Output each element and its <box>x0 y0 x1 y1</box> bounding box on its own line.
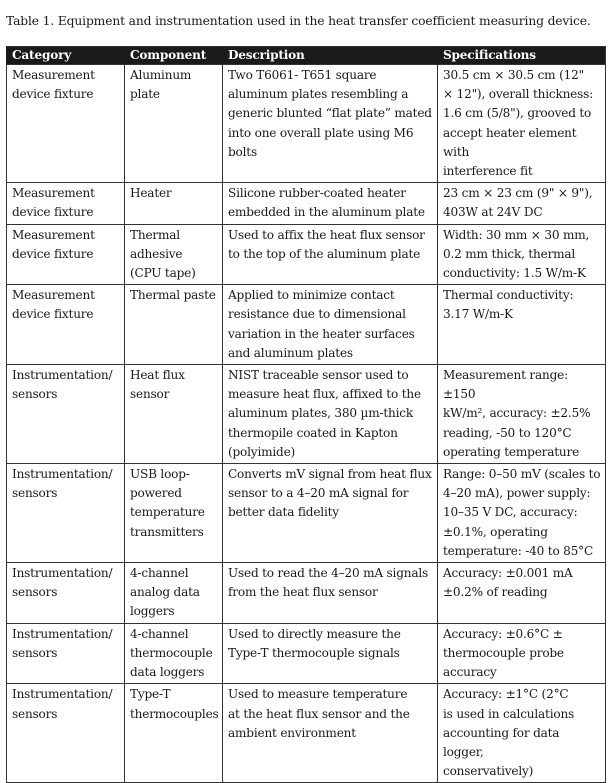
table-row <box>7 623 606 684</box>
cell-component: Type-T thermocouples <box>125 684 223 783</box>
cell-category: Instrumentation/ sensors <box>7 365 125 464</box>
cell-component: Heater <box>125 183 223 224</box>
cell-description: NIST traceable sensor used to measure heat flux, affixed to the aluminum plates, 380 µm-thick thermopile coated in Kapton (polyimide) <box>223 365 438 464</box>
cell-specifications: Measurement range: ±150 kW/m², accuracy: ±2.5% reading, -50 to 120°C operating temperature <box>438 365 606 464</box>
cell-specifications: Accuracy: ±1°C (2°C is used in calculations accounting for data logger, conservatively) <box>438 684 606 783</box>
cell-specifications: Width: 30 mm × 30 mm, 0.2 mm thick, thermal conductivity: 1.5 W/m-K <box>438 224 606 285</box>
cell-component: Aluminum plate <box>125 65 223 183</box>
header-category: Category <box>7 47 125 65</box>
cell-description: Used to read the 4–20 mA signals from the heat flux sensor <box>223 563 438 624</box>
cell-description: Converts mV signal from heat flux sensor to a 4–20 mA signal for better data fidelity <box>223 464 438 563</box>
table-row <box>7 65 606 183</box>
header-specifications: Specifications <box>438 47 606 65</box>
cell-specifications: 30.5 cm × 30.5 cm (12" × 12"), overall thickness: 1.6 cm (5/8"), grooved to accept heater element with interference fit <box>438 65 606 183</box>
table-row <box>7 224 606 285</box>
cell-category: Instrumentation/ sensors <box>7 563 125 624</box>
cell-category: Measurement device fixture <box>7 183 125 224</box>
cell-component: 4-channel analog data loggers <box>125 563 223 624</box>
cell-category: Measurement device fixture <box>7 65 125 183</box>
table-header-row <box>7 47 606 65</box>
table-row <box>7 684 606 783</box>
cell-specifications: 23 cm × 23 cm (9" × 9"), 403W at 24V DC <box>438 183 606 224</box>
cell-description: Two T6061- T651 square aluminum plates resembling a generic blunted “flat plate” mated into one overall plate using M6 bolts <box>223 65 438 183</box>
table-caption: Table 1. Equipment and instrumentation used in the heat transfer coefficient measuring device. <box>6 14 591 28</box>
cell-specifications: Thermal conductivity: 3.17 W/m-K <box>438 285 606 365</box>
cell-category: Measurement device fixture <box>7 224 125 285</box>
cell-specifications: Accuracy: ±0.6°C ± thermocouple probe accuracy <box>438 623 606 684</box>
table-row <box>7 365 606 464</box>
cell-component: Thermal adhesive (CPU tape) <box>125 224 223 285</box>
table-row <box>7 285 606 365</box>
cell-component: Heat flux sensor <box>125 365 223 464</box>
cell-description: Silicone rubber-coated heater embedded in the aluminum plate <box>223 183 438 224</box>
cell-category: Instrumentation/ sensors <box>7 623 125 684</box>
cell-description: Used to affix the heat flux sensor to the top of the aluminum plate <box>223 224 438 285</box>
cell-description: Used to measure temperature at the heat flux sensor and the ambient environment <box>223 684 438 783</box>
cell-component: Thermal paste <box>125 285 223 365</box>
cell-description: Used to directly measure the Type-T thermocouple signals <box>223 623 438 684</box>
cell-category: Instrumentation/ sensors <box>7 464 125 563</box>
cell-specifications: Range: 0–50 mV (scales to 4–20 mA), power supply: 10–35 V DC, accuracy: ±0.1%, operating temperature: -40 to 85°C <box>438 464 606 563</box>
equipment-table <box>6 46 606 783</box>
cell-component: 4-channel thermocouple data loggers <box>125 623 223 684</box>
cell-specifications: Accuracy: ±0.001 mA ±0.2% of reading <box>438 563 606 624</box>
table-row <box>7 464 606 563</box>
cell-category: Measurement device fixture <box>7 285 125 365</box>
table-row <box>7 563 606 624</box>
header-component: Component <box>125 47 223 65</box>
cell-category: Instrumentation/ sensors <box>7 684 125 783</box>
header-description: Description <box>223 47 438 65</box>
cell-description: Applied to minimize contact resistance due to dimensional variation in the heater surfaces and aluminum plates <box>223 285 438 365</box>
cell-component: USB loop- powered temperature transmitters <box>125 464 223 563</box>
table-row <box>7 183 606 224</box>
